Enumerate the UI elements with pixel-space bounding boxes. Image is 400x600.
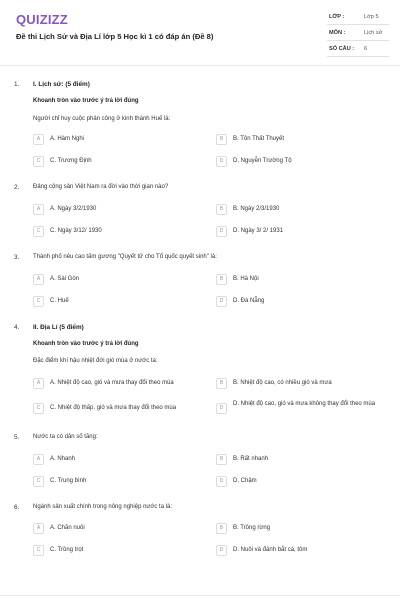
option-text: D. Chậm bbox=[233, 478, 257, 484]
answer-option[interactable] bbox=[33, 272, 195, 287]
meta-class-value: Lớp 5 bbox=[364, 14, 379, 20]
option-letter-box: D bbox=[216, 403, 227, 414]
question-text: Người chỉ huy cuộc phản công ở kinh thành Huế là: bbox=[33, 116, 171, 122]
answer-option[interactable] bbox=[216, 132, 378, 147]
option-letter-box: D bbox=[216, 226, 227, 237]
option-letter-box: D bbox=[216, 156, 227, 167]
meta-class bbox=[327, 11, 389, 25]
section-instruction: Khoanh tròn vào trước ý trả lời đúng bbox=[33, 98, 139, 104]
answer-option[interactable] bbox=[216, 452, 378, 467]
option-text: A. Chăn nuôi bbox=[50, 525, 85, 531]
meta-count-label: SỐ CÂU : bbox=[329, 46, 355, 52]
option-letter-box: C bbox=[33, 156, 44, 167]
question-number: 5. bbox=[14, 434, 20, 441]
meta-subject-value: Lịch sử bbox=[364, 30, 383, 36]
answer-option[interactable] bbox=[216, 202, 378, 217]
option-text: A. Nhanh bbox=[50, 456, 76, 462]
answer-option[interactable] bbox=[33, 376, 195, 391]
question-number: 2. bbox=[14, 184, 20, 191]
option-letter-box: C bbox=[33, 296, 44, 307]
option-letter-box: A bbox=[33, 134, 44, 145]
question-number: 3. bbox=[14, 254, 20, 261]
answer-option[interactable] bbox=[33, 294, 195, 309]
meta-subject-label: MÔN : bbox=[329, 30, 346, 36]
option-text: B. Nhiệt độ cao, có nhiều gió và mưa bbox=[233, 380, 332, 386]
option-text: A. Hàm Nghi bbox=[50, 136, 85, 142]
option-text: A. Ngày 3/2/1930 bbox=[50, 206, 97, 212]
answer-option[interactable] bbox=[216, 154, 378, 169]
option-text: B. Tôn Thất Thuyết bbox=[233, 136, 285, 142]
answer-option[interactable] bbox=[33, 154, 195, 169]
option-letter-box: C bbox=[33, 403, 44, 414]
option-letter-box: D bbox=[216, 296, 227, 307]
option-letter-box: C bbox=[33, 545, 44, 556]
section-instruction: Khoanh tròn vào trước ý trả lời đúng bbox=[33, 341, 139, 347]
document-title: Đề thi Lịch Sử và Địa Lí lớp 5 Học kì 1 có đáp án (Đề 8) bbox=[16, 32, 214, 41]
option-letter-box: B bbox=[216, 454, 227, 465]
option-text: C. Nhiệt độ thấp, gió và mưa thay đổi theo mùa bbox=[50, 405, 177, 411]
answer-option[interactable] bbox=[33, 452, 195, 467]
option-text: D. Nuôi và đánh bắt cá, tôm bbox=[233, 547, 308, 553]
option-letter-box: D bbox=[216, 545, 227, 556]
option-text: B. Trồng rừng bbox=[233, 525, 271, 531]
logo-text: QUIZIZZ bbox=[16, 11, 68, 27]
question-text: Thành phố nêu cao tấm gương "Quyết tử cho Tổ quốc quyết sinh" là: bbox=[33, 254, 217, 260]
option-letter-box: B bbox=[216, 204, 227, 215]
meta-class-label: LỚP : bbox=[329, 14, 345, 20]
question-number: 6. bbox=[14, 504, 20, 511]
option-text: D. Ngày 3/ 2/ 1931 bbox=[233, 228, 284, 234]
option-text: D. Đà Nẵng bbox=[233, 298, 265, 304]
worksheet-header bbox=[0, 0, 400, 66]
question-text: Đảng cộng sản Việt Nam ra đời vào thời gian nào? bbox=[33, 184, 169, 190]
option-text: A. Nhiệt độ cao, gió và mưa thay đổi theo mùa bbox=[50, 380, 174, 386]
answer-option[interactable] bbox=[33, 132, 195, 147]
option-letter-box: B bbox=[216, 523, 227, 534]
option-letter-box: A bbox=[33, 378, 44, 389]
answer-option[interactable] bbox=[216, 401, 378, 416]
quizizz-logo bbox=[16, 11, 68, 27]
option-text: C. Trương Định bbox=[50, 158, 92, 164]
answer-option[interactable] bbox=[216, 521, 378, 536]
meta-count-value: 6 bbox=[364, 46, 368, 52]
meta-subject bbox=[327, 27, 389, 41]
footer-divider bbox=[0, 595, 400, 596]
option-text: C. Trồng trọt bbox=[50, 547, 84, 553]
section-title: II. Địa Lí (5 điểm) bbox=[33, 324, 84, 331]
option-letter-box: C bbox=[33, 226, 44, 237]
meta-question-count bbox=[327, 43, 389, 57]
question-text: Đặc điểm khí hậu nhiệt đới gió mùa ở nước ta: bbox=[33, 358, 158, 364]
option-text: C. Trung bình bbox=[50, 478, 87, 484]
answer-option[interactable] bbox=[33, 224, 195, 239]
answer-option[interactable] bbox=[216, 272, 378, 287]
option-letter-box: A bbox=[33, 204, 44, 215]
answer-option[interactable] bbox=[216, 294, 378, 309]
answer-option[interactable] bbox=[33, 474, 195, 489]
option-letter-box: D bbox=[216, 476, 227, 487]
answer-option[interactable] bbox=[33, 202, 195, 217]
option-letter-box: B bbox=[216, 378, 227, 389]
question-number: 1. bbox=[14, 81, 20, 88]
option-text: A. Sài Gòn bbox=[50, 276, 80, 282]
option-text: B. Ngày 2/3/1930 bbox=[233, 206, 280, 212]
option-text: B. Rất nhanh bbox=[233, 456, 269, 462]
option-text: C. Huế bbox=[50, 298, 69, 304]
question-number: 4. bbox=[14, 324, 20, 331]
question-text: Ngành sản xuất chính trong nông nghiệp nước ta là: bbox=[33, 504, 173, 510]
answer-option[interactable] bbox=[33, 401, 195, 416]
answer-option[interactable] bbox=[33, 521, 195, 536]
option-letter-box: B bbox=[216, 134, 227, 145]
answer-option[interactable] bbox=[216, 224, 378, 239]
option-text: D. Nhiệt độ cao, gió và mưa không thay đổi theo mùa bbox=[233, 401, 376, 407]
option-letter-box: A bbox=[33, 274, 44, 285]
option-letter-box: A bbox=[33, 523, 44, 534]
section-title: I. Lịch sử: (5 điểm) bbox=[33, 81, 90, 88]
option-text: B. Hà Nội bbox=[233, 276, 259, 282]
option-letter-box: A bbox=[33, 454, 44, 465]
answer-option[interactable] bbox=[216, 543, 378, 558]
answer-option[interactable] bbox=[216, 474, 378, 489]
answer-option[interactable] bbox=[216, 376, 378, 391]
option-letter-box: B bbox=[216, 274, 227, 285]
option-text: C. Ngày 3/12/ 1930 bbox=[50, 228, 102, 234]
option-letter-box: C bbox=[33, 476, 44, 487]
answer-option[interactable] bbox=[33, 543, 195, 558]
option-text: D. Nguyễn Trường Tộ bbox=[233, 158, 292, 164]
question-text: Nước ta có dân số tăng: bbox=[33, 434, 98, 440]
